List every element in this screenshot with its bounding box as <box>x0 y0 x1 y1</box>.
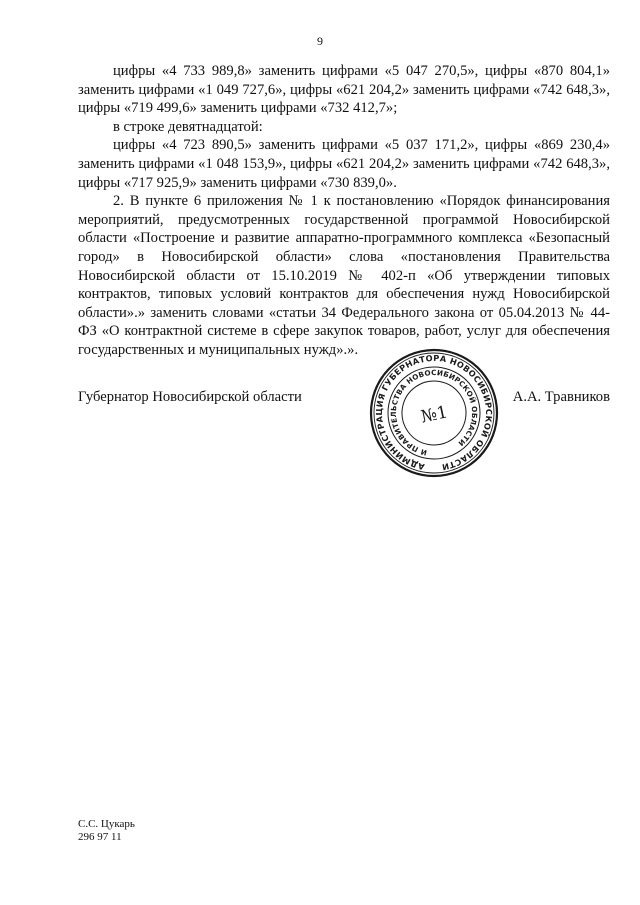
seal-inner-text: И ПРАВИТЕЛЬСТВА НОВОСИБИРСКОЙ ОБЛАСТИ <box>388 367 480 458</box>
signature-block <box>78 352 610 522</box>
paragraph-point-2: 2. В пункте 6 приложения № 1 к постановлению «Порядок финансирования мероприятий, предусмотренных государственной программой Новосибирской области «Построение и развитие аппаратно-программного комплекса «Безопасный город» в Новосибирской области» слова «постановления Правительства Новосибирской области от 15.10.2019 № 402-п «Об утверждении типовых контрактов, типовых условий контрактов для обеспечения нужд Новосибирской области».» заменить словами «статьи 34 Федерального закона от 05.04.2013 № 44-ФЗ «О контрактной системе в сфере закупок товаров, работ, услуг для обеспечения государственных и муниципальных нужд».». <box>78 193 610 358</box>
executor-block <box>78 818 135 844</box>
official-seal <box>368 347 500 479</box>
executor-name: С.С. Цукарь <box>78 818 135 830</box>
signer-title: Губернатор Новосибирской области <box>78 389 302 405</box>
paragraph-replace-row-18: цифры «4 733 989,8» заменить цифрами «5 047 270,5», цифры «870 804,1» заменить цифрами «1 049 727,6», цифры «621 204,2» заменить цифрами «742 648,3», цифры «719 499,6» заменить цифрами «732 412,7»; <box>78 63 610 117</box>
seal-outer-text: АДМИНИСТРАЦИЯ ГУБЕРНАТОРА НОВОСИБИРСКОЙ ОБЛАСТИ <box>373 352 495 473</box>
signer-name: А.А. Травников <box>512 389 610 405</box>
executor-phone: 296 97 11 <box>78 831 122 843</box>
paragraph-replace-row-19: цифры «4 723 890,5» заменить цифрами «5 037 171,2», цифры «869 230,4» заменить цифрами «1 048 153,9», цифры «621 204,2» заменить цифрами «742 648,3», цифры «717 925,9» заменить цифрами «730 839,0». <box>78 137 610 191</box>
paragraph-row-19-heading: в строке девятнадцатой: <box>113 118 263 135</box>
document-body <box>78 62 610 360</box>
page-number: 9 <box>317 34 323 48</box>
seal-number: №1 <box>419 402 450 428</box>
